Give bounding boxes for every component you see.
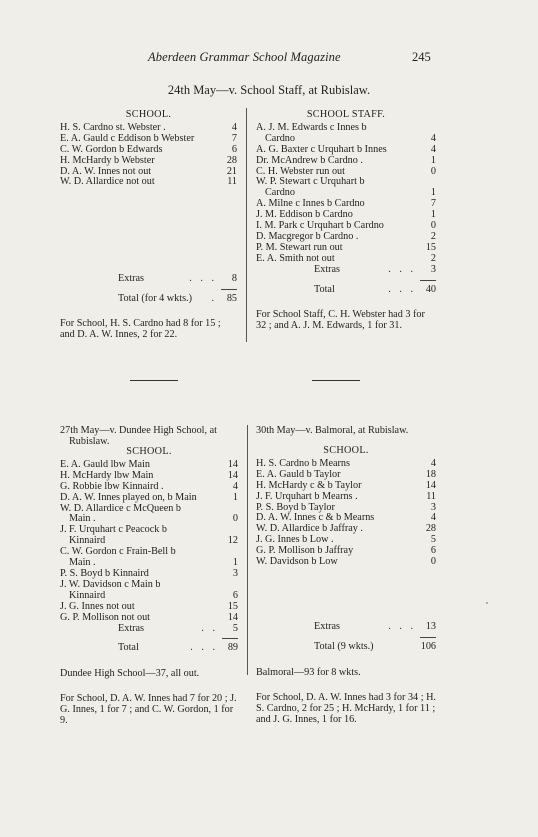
total-label: Total bbox=[118, 642, 139, 654]
runs-scored: 11 bbox=[426, 490, 436, 502]
total-value: 89 bbox=[227, 642, 238, 654]
batting-list bbox=[60, 123, 237, 188]
batsman-dismissal: J. G. Innes not out bbox=[60, 600, 135, 612]
batsman-dismissal: Cardno bbox=[265, 187, 295, 199]
total-value: 106 bbox=[420, 640, 436, 652]
total-rule bbox=[420, 637, 436, 638]
column-rule bbox=[246, 108, 247, 342]
batsman-row bbox=[256, 481, 436, 492]
runs-scored: 0 bbox=[430, 556, 436, 568]
total-row: Total . . . 40 bbox=[256, 285, 436, 296]
extras-row: Extras . . 5 bbox=[60, 624, 238, 635]
batsman-dismissal: Dr. McAndrew b Cardno . bbox=[256, 154, 363, 166]
runs-scored: 1 bbox=[430, 209, 436, 221]
batsman-dismissal: H. S. Cardno st. Webster . bbox=[60, 121, 166, 133]
bowling-summary: For School Staff, C. H. Webster had 3 for 32 ; and A. J. M. Edwards, 1 for 31. bbox=[256, 308, 425, 331]
total-label: Total (9 wkts.) bbox=[314, 640, 374, 652]
batsman-dismissal: E. A. Gauld c Eddison b Webster bbox=[60, 132, 195, 144]
runs-scored: 14 bbox=[227, 458, 238, 470]
total-label: Total (for 4 wkts.) bbox=[118, 293, 192, 305]
total-row bbox=[256, 642, 436, 653]
runs-scored: 1 bbox=[430, 187, 436, 199]
total-value: 40 bbox=[425, 283, 436, 295]
batsman-dismissal: Cardno bbox=[265, 132, 295, 144]
runs-scored: 4 bbox=[232, 480, 238, 492]
runs-scored: 2 bbox=[430, 230, 436, 242]
batsman-row bbox=[60, 613, 238, 624]
batsman-dismissal: P. S. Boyd b Taylor bbox=[256, 501, 335, 513]
batsman-dismissal: D. A. W. Innes not out bbox=[60, 165, 152, 177]
runs-scored: 15 bbox=[425, 241, 436, 253]
batsman-dismissal: E. A. Gauld b Taylor bbox=[256, 468, 341, 480]
extras-value: 5 bbox=[232, 622, 238, 634]
runs-scored: 1 bbox=[430, 154, 436, 166]
runs-scored: 7 bbox=[430, 198, 436, 210]
batsman-dismissal: E. A. Smith not out bbox=[256, 252, 335, 264]
batsman-dismissal: C. W. Gordon b Edwards bbox=[60, 143, 163, 155]
batsman-dismissal: D. A. W. Innes played on, b Main bbox=[60, 491, 197, 503]
total-value: 85 bbox=[226, 293, 237, 305]
extras-value: 13 bbox=[425, 620, 436, 632]
match1-school-innings bbox=[60, 110, 237, 340]
extras-label: Extras bbox=[118, 273, 145, 285]
extras-value: 3 bbox=[430, 263, 436, 275]
runs-scored: 0 bbox=[232, 513, 238, 525]
total-label: Total bbox=[314, 283, 335, 295]
batsman-dismissal: H. McHardy b Webster bbox=[60, 154, 155, 166]
match2-title: 27th May—v. Dundee High School, at Rubislaw. bbox=[60, 425, 217, 447]
extras-row: Extras . . . 13 bbox=[256, 622, 436, 633]
batsman-dismissal: J. F. Urquhart c Peacock b bbox=[60, 524, 167, 536]
batting-list bbox=[60, 460, 238, 624]
runs-scored: 2 bbox=[430, 252, 436, 264]
opponent-score: Dundee High School—37, all out. bbox=[60, 668, 200, 680]
batsman-row bbox=[60, 602, 238, 613]
batsman-row bbox=[60, 493, 238, 504]
extras-label: Extras bbox=[314, 263, 341, 275]
batsman-row bbox=[256, 254, 436, 265]
batsman-dismissal: J. M. Eddison b Cardno bbox=[256, 209, 353, 221]
runs-scored: 1 bbox=[232, 491, 238, 503]
batting-list bbox=[256, 459, 436, 568]
section-divider bbox=[130, 380, 178, 381]
batsman-dismissal: H. McHardy lbw Main bbox=[60, 469, 154, 481]
runs-scored: 21 bbox=[226, 165, 237, 177]
batsman-dismissal: D. Macgregor b Cardno . bbox=[256, 230, 359, 242]
batsman-dismissal: P. M. Stewart run out bbox=[256, 241, 343, 253]
bowling-summary: For School, D. A. W. Innes had 3 for 34 ; H. S. Cardno, 2 for 25 ; H. McHardy, 1 for 11 ; and J. G. Innes, 1 for 16. bbox=[256, 691, 436, 725]
page-number: 245 bbox=[412, 50, 431, 64]
innings-heading: SCHOOL. bbox=[126, 446, 172, 457]
extras-value: 8 bbox=[231, 273, 237, 285]
batsman-dismissal: Main . bbox=[69, 557, 96, 569]
batsman-dismissal: A. G. Baxter c Urquhart b Innes bbox=[256, 143, 387, 155]
runs-scored: 4 bbox=[430, 457, 436, 469]
bowling-summary: For School, H. S. Cardno had 8 for 15 ; and D. A. W. Innes, 2 for 22. bbox=[60, 318, 221, 341]
batsman-row bbox=[256, 557, 436, 568]
runs-scored: 28 bbox=[425, 523, 436, 535]
section-divider bbox=[312, 380, 360, 381]
runs-scored: 28 bbox=[226, 154, 237, 166]
runs-scored: 1 bbox=[232, 557, 238, 569]
innings-heading: SCHOOL STAFF. bbox=[306, 109, 386, 120]
batsman-dismissal: C. H. Webster run out bbox=[256, 165, 345, 177]
runs-scored: 3 bbox=[232, 567, 238, 579]
batsman-dismissal: W. D. Allardice b Jaffray . bbox=[256, 523, 363, 535]
batsman-dismissal: Kinnaird bbox=[69, 535, 106, 547]
batsman-dismissal: H. S. Cardno b Mearns bbox=[256, 457, 350, 469]
batsman-dismissal: W. P. Stewart c Urquhart b bbox=[256, 176, 365, 188]
column-rule bbox=[247, 425, 248, 675]
extras-label: Extras bbox=[118, 622, 145, 634]
batsman-row bbox=[256, 145, 436, 156]
runs-scored: 4 bbox=[430, 512, 436, 524]
batsman-dismissal: W. Davidson b Low bbox=[256, 556, 338, 568]
extras-row: Extras . . . 8 bbox=[60, 274, 237, 285]
runs-scored: 7 bbox=[231, 132, 237, 144]
batsman-dismissal: J. G. Innes b Low . bbox=[256, 534, 334, 546]
batsman-dismissal: A. Milne c Innes b Cardno bbox=[256, 198, 365, 210]
runs-scored: 18 bbox=[425, 468, 436, 480]
batsman-dismissal: D. A. W. Innes c & b Mearns bbox=[256, 512, 375, 524]
batsman-dismissal: C. W. Gordon c Frain-Bell b bbox=[60, 546, 176, 558]
runs-scored: 5 bbox=[430, 534, 436, 546]
runs-scored: 6 bbox=[231, 143, 237, 155]
runs-scored: 14 bbox=[425, 479, 436, 491]
batsman-dismissal: Main . bbox=[69, 513, 96, 525]
runs-scored: 0 bbox=[430, 165, 436, 177]
runs-scored: 14 bbox=[227, 611, 238, 623]
total-row: Total . . . 89 bbox=[60, 643, 238, 654]
batsman-dismissal: W. D. Allardice c McQueen b bbox=[60, 502, 181, 514]
batsman-dismissal: J. F. Urquhart b Mearns . bbox=[256, 490, 358, 502]
batsman-dismissal: G. P. Mollison not out bbox=[60, 611, 151, 623]
batsman-row bbox=[60, 156, 237, 167]
batsman-dismissal: I. M. Park c Urquhart b Cardno bbox=[256, 220, 384, 232]
batsman-dismissal: H. McHardy c & b Taylor bbox=[256, 479, 362, 491]
batsman-dismissal: P. S. Boyd b Kinnaird bbox=[60, 567, 149, 579]
batsman-dismissal: J. W. Davidson c Main b bbox=[60, 578, 161, 590]
match1-title: 24th May—v. School Staff, at Rubislaw. bbox=[167, 83, 371, 97]
total-rule bbox=[222, 638, 238, 639]
match3-school-innings bbox=[256, 425, 436, 725]
batsman-dismissal: W. D. Allardice not out bbox=[60, 176, 155, 188]
extras-row: Extras . . . 3 bbox=[256, 265, 436, 276]
batsman-row bbox=[60, 177, 237, 188]
runs-scored: 14 bbox=[227, 469, 238, 481]
runs-scored: 6 bbox=[430, 545, 436, 557]
batsman-row bbox=[60, 482, 238, 493]
batsman-row bbox=[256, 492, 436, 503]
innings-heading: SCHOOL. bbox=[125, 109, 172, 120]
batsman-dismissal: G. P. Mollison b Jaffray bbox=[256, 545, 354, 557]
total-rule bbox=[221, 289, 237, 290]
running-title: Aberdeen Grammar School Magazine bbox=[148, 50, 341, 64]
running-head bbox=[0, 50, 538, 66]
match3-title: 30th May—v. Balmoral, at Rubislaw. bbox=[256, 425, 409, 436]
batsman-dismissal: A. J. M. Edwards c Innes b bbox=[256, 121, 367, 133]
batsman-row bbox=[256, 156, 436, 167]
batsman-dismissal: E. A. Gauld lbw Main bbox=[60, 458, 150, 470]
innings-heading: SCHOOL. bbox=[323, 445, 369, 456]
runs-scored: 6 bbox=[232, 589, 238, 601]
runs-scored: 3 bbox=[430, 501, 436, 513]
bowling-summary: For School, D. A. W. Innes had 7 for 20 ; J. G. Innes, 1 for 7 ; and C. W. Gordon, 1 for 9. bbox=[60, 693, 237, 727]
runs-scored: 0 bbox=[430, 220, 436, 232]
runs-scored: 11 bbox=[227, 176, 237, 188]
batsman-row bbox=[60, 145, 237, 156]
runs-scored: 12 bbox=[227, 535, 238, 547]
total-row: Total (for 4 wkts.) . 85 bbox=[60, 294, 237, 305]
match2-school-innings bbox=[60, 425, 238, 726]
total-rule bbox=[420, 280, 436, 281]
runs-scored: 4 bbox=[430, 132, 436, 144]
runs-scored: 4 bbox=[231, 121, 237, 133]
runs-scored: 4 bbox=[430, 143, 436, 155]
opponent-score: Balmoral—93 for 8 wkts. bbox=[256, 666, 361, 678]
match1-staff-innings bbox=[256, 110, 436, 331]
batsman-dismissal: G. Robbie lbw Kinnaird . bbox=[60, 480, 164, 492]
paper-speck bbox=[486, 602, 488, 604]
batsman-dismissal: Kinnaird bbox=[69, 589, 106, 601]
runs-scored: 15 bbox=[227, 600, 238, 612]
batting-list bbox=[256, 123, 436, 265]
extras-label: Extras bbox=[314, 620, 341, 632]
